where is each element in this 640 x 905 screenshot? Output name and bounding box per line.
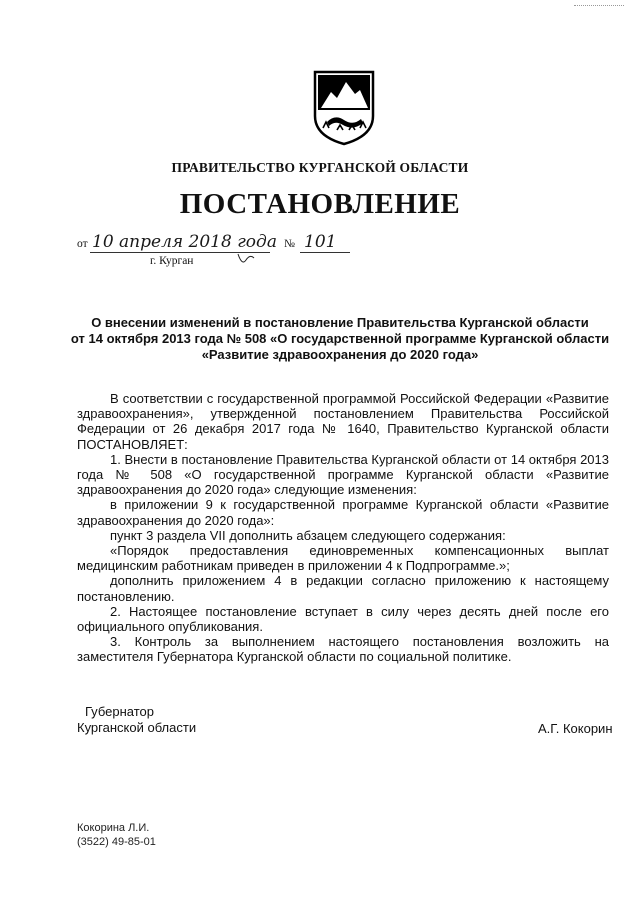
handwritten-number: 101 [304, 232, 337, 252]
signer-name: А.Г. Кокорин [538, 721, 613, 736]
body-paragraph: 3. Контроль за выполнением настоящего постановления возложить на заместителя Губернатора Курганской области по социальной политике. [77, 634, 609, 665]
subject-line: О внесении изменений в постановление Правительства Курганской области [91, 315, 589, 330]
signer-title-line: Курганской области [77, 719, 197, 735]
document-body [77, 391, 609, 665]
handwritten-date: 10 апреля 2018 года [92, 232, 277, 252]
body-paragraph: дополнить приложением 4 в редакции согласно приложению к настоящему постановлению. [77, 573, 609, 604]
executor-info [77, 822, 156, 849]
subject-line: «Развитие здравоохранения до 2020 года» [201, 347, 479, 362]
body-paragraph: пункт 3 раздела VII дополнить абзацем следующего содержания: [110, 527, 506, 543]
government-title: ПРАВИТЕЛЬСТВО КУРГАНСКОЙ ОБЛАСТИ [171, 160, 469, 175]
handwritten-flourish [232, 252, 262, 268]
coat-of-arms-icon [313, 70, 375, 146]
executor-phone: (3522) 49-85-01 [77, 835, 156, 848]
body-paragraph: «Порядок предоставления единовременных компенсационных выплат медицинским работникам приведен в приложении 4 к Подпрограмме.»; [77, 543, 609, 574]
signer-title-line: Губернатор [85, 704, 154, 719]
scan-corner-marks [574, 5, 624, 8]
subject-line: от 14 октября 2013 года № 508 «О государственной программе Курганской области [70, 331, 610, 346]
body-paragraph: 2. Настоящее постановление вступает в силу через десять дней после его официального опубликования. [77, 603, 609, 635]
executor-name: Кокорина Л.И. [77, 822, 150, 834]
body-paragraph: В соответствии с государственной программой Российской Федерации «Развитие здравоохранения», утвержденной постановлением Правительства Российской Федерации от 26 декабря 2017 года № 1640, Правительство Курганской области ПОСТАНОВЛЯЕТ: [77, 391, 609, 452]
body-paragraph: 1. Внести в постановление Правительства Курганской области от 14 октября 2013 года № 508 «О государственной программе Курганской области «Развитие здравоохранения до 2020 года» следующие изменения: [77, 451, 609, 498]
number-underline [300, 252, 350, 253]
signer-title [77, 704, 197, 735]
number-label: № [284, 238, 295, 250]
city-label: г. Курган [150, 255, 194, 267]
body-paragraph: в приложении 9 к государственной программе Курганской области «Развитие здравоохранения до 2020 года»: [77, 497, 609, 528]
document-subject [70, 315, 610, 363]
date-from-label: от [77, 238, 88, 250]
document-type-heading: ПОСТАНОВЛЕНИЕ [179, 188, 461, 220]
